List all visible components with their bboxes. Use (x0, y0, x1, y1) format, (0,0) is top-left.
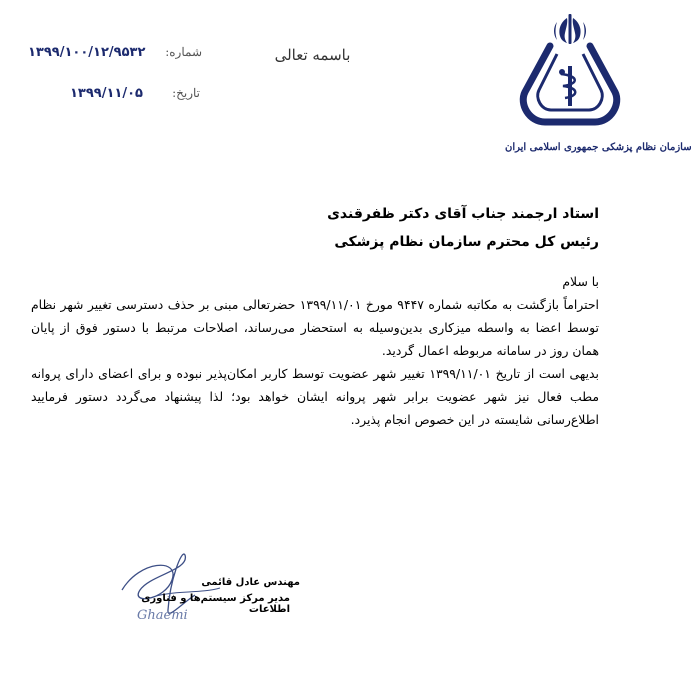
signatory-name: مهندس عادل قائمی (201, 577, 300, 588)
letter-body (31, 270, 599, 431)
letter-date-value: ۱۳۹۹/۱۱/۰۵ (70, 86, 143, 101)
organization-logo (505, 10, 692, 170)
recipient-name: استاد ارجمند جناب آقای دکتر ظفرقندی (327, 206, 599, 222)
letter-number-value: ۱۳۹۹/۱۰۰/۱۲/۹۵۳۲ (28, 45, 146, 60)
basmala-heading: باسمه تعالی (274, 46, 351, 64)
iran-medical-council-emblem-icon (505, 10, 635, 135)
greeting: با سلام (562, 274, 599, 289)
letter-number-label: شماره: (165, 45, 202, 59)
organization-name: سازمان نظام پزشکی جمهوری اسلامی ایران (505, 142, 692, 153)
handwritten-signature-text: Ghaemi (137, 608, 188, 623)
signatory-title: مدیر مرکز سیستم‌ها و فناوری اطلاعات (141, 593, 290, 615)
letter-date-label: تاریخ: (172, 86, 200, 100)
body-paragraph-1: احتراماً بازگشت به مکاتبه شماره ۹۴۴۷ مورخ ۱۳۹۹/۱۱/۰۱ حضرتعالی مبنی بر حذف دسترسی تغییر شهر نظام توسط اعضا به واسطه میزکاری بدین‌وسیله به استحضار می‌رساند، اصلاحات مرتبط با دستور فوق از پایان همان روز در سامانه مربوطه اعمال گردید. (31, 297, 599, 358)
body-paragraph-2: بدیهی است از تاریخ ۱۳۹۹/۱۱/۰۱ تغییر شهر عضویت توسط کاربر امکان‌پذیر نبوده و برای اعضای دارای پروانه مطب فعال نیز شهر عضویت برابر شهر پروانه ایشان خواهد بود؛ لذا پیشنهاد می‌گردد دستور فرمایید اطلاع‌رسانی شایسته در این خصوص انجام پذیرد. (31, 366, 599, 427)
recipient-title: رئیس کل محترم سازمان نظام پزشکی (334, 234, 599, 250)
